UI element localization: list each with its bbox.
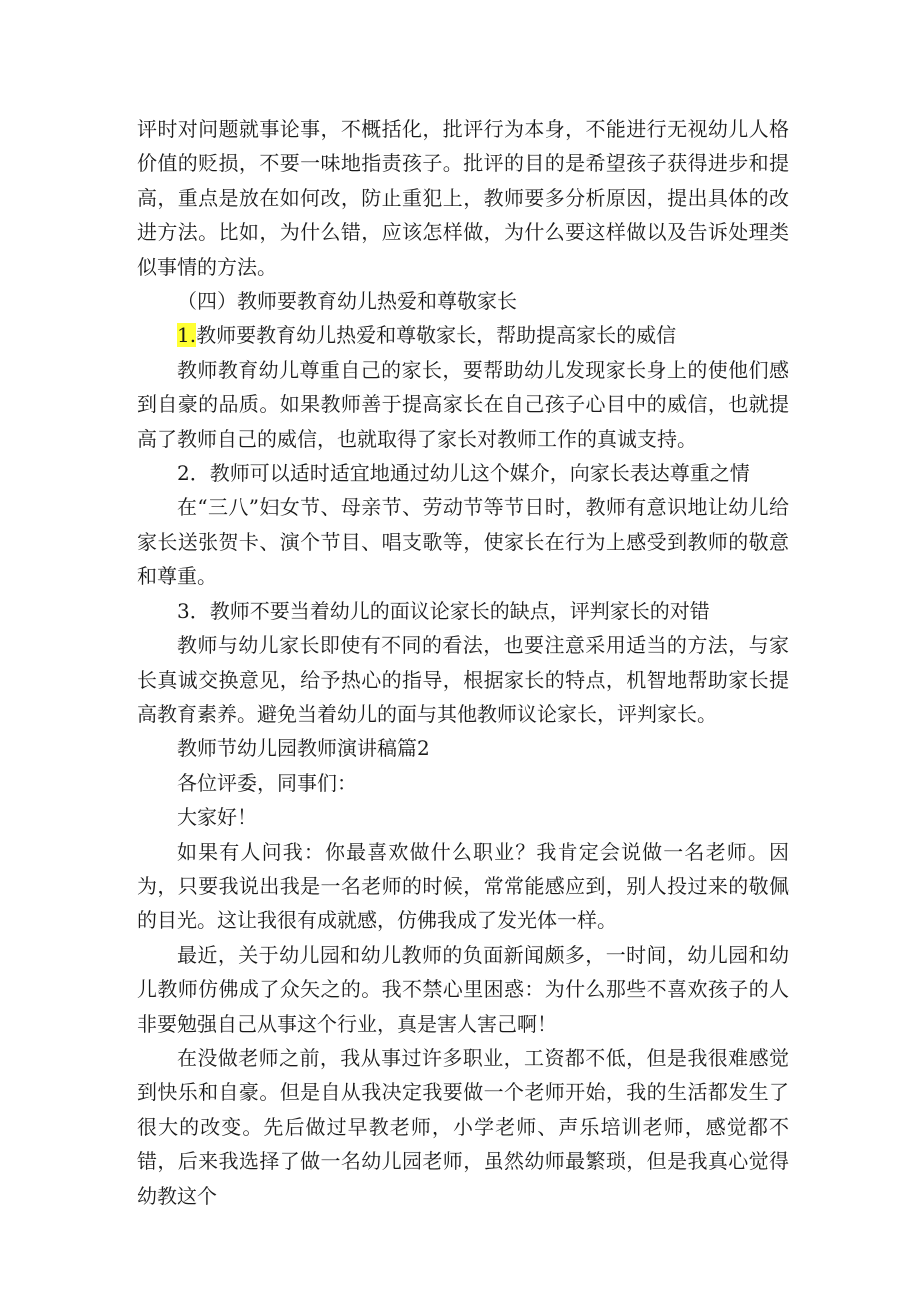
paragraph-5: 如果有人问我：你最喜欢做什么职业？我肯定会说做一名老师。因为，只要我说出我是一名老师的时候，常常能感应到，别人投过来的敬佩的目光。这让我很有成就感，仿佛我成了发光体一样。 — [137, 839, 789, 933]
paragraph-2: 教师教育幼儿尊重自己的家长，要帮助幼儿发现家长身上的使他们感到自豪的品质。如果教师善于提高家长在自己孩子心目中的威信，也就提高了教师自己的威信，也就取得了家长对教师工作的真诚支持。 — [137, 357, 789, 451]
salutation: 各位评委，同事们： — [177, 770, 357, 795]
highlighted-number: 1. — [177, 323, 197, 348]
document-page — [137, 112, 789, 1213]
speech-title: 教师节幼儿园教师演讲稿篇2 — [177, 736, 430, 761]
subheading-2: 2．教师可以适时适宜地通过幼儿这个媒介，向家长表达尊重之情 — [177, 461, 750, 486]
subheading-1: 1.教师要教育幼儿热爱和尊敬家长，帮助提高家长的威信 — [177, 323, 677, 348]
paragraph-4: 教师与幼儿家长即使有不同的看法，也要注意采用适当的方法，与家长真诚交换意见，给予热心的指导，根据家长的特点，机智地帮助家长提高教育素养。避免当着幼儿的面与其他教师议论家长，评判家长。 — [137, 633, 789, 726]
paragraph-7: 在没做老师之前，我从事过许多职业，工资都不低，但是我很难感觉到快乐和自豪。但是自从我决定我要做一个老师开始，我的生活都发生了很大的改变。先后做过早教老师，小学老师、声乐培训老师，感觉都不错，后来我选择了做一名幼儿园老师，虽然幼师最繁琐，但是我真心觉得幼教这个 — [137, 1045, 789, 1208]
paragraph-3: 在“三八”妇女节、母亲节、劳动节等节日时，教师有意识地让幼儿给家长送张贺卡、演个节目、唱支歌等，使家长在行为上感受到教师的敬意和尊重。 — [137, 495, 789, 589]
paragraph-1: 评时对问题就事论事，不概括化，批评行为本身，不能进行无视幼儿人格价值的贬损，不要一味地指责孩子。批评的目的是希望孩子获得进步和提高，重点是放在如何改，防止重犯上，教师要多分析原因，提出具体的改进方法。比如，为什么错，应该怎样做，为什么要这样做以及告诉处理类似事情的方法。 — [137, 117, 789, 279]
subheading-3: 3．教师不要当着幼儿的面议论家长的缺点，评判家长的对错 — [177, 598, 710, 623]
section-heading: （四）教师要教育幼儿热爱和尊敬家长 — [177, 289, 517, 314]
paragraph-6: 最近，关于幼儿园和幼儿教师的负面新闻颇多，一时间，幼儿园和幼儿教师仿佛成了众矢之的。我不禁心里困惑：为什么那些不喜欢孩子的人非要勉强自己从事这个行业，真是害人害己啊！ — [137, 942, 789, 1036]
greeting: 大家好！ — [177, 805, 257, 830]
